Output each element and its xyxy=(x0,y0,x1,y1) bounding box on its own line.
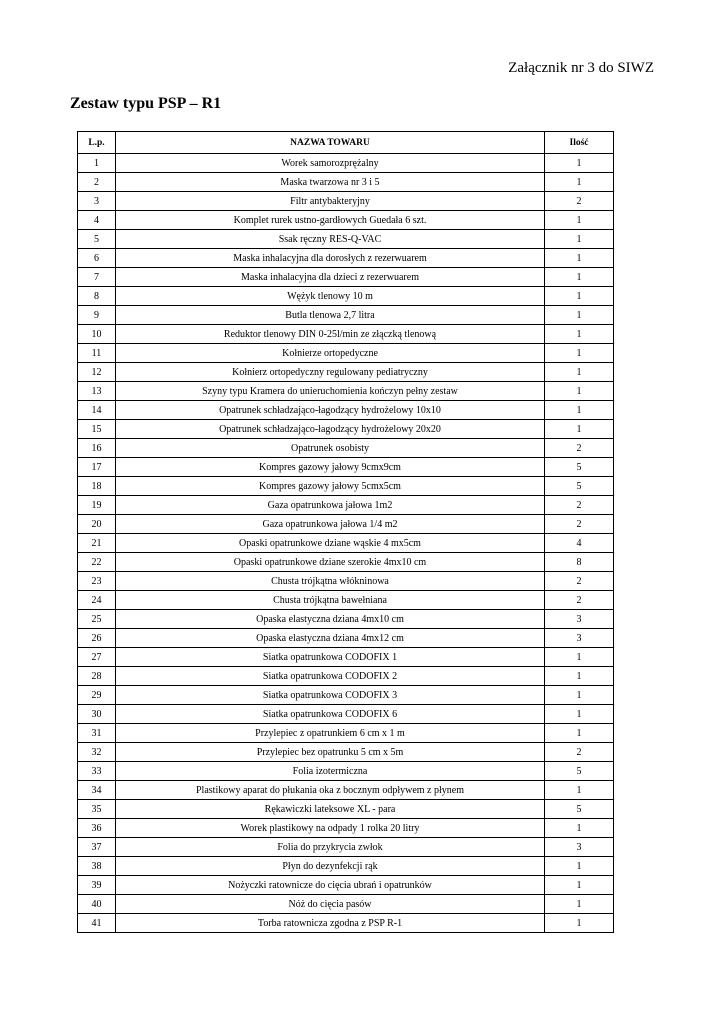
quantity-cell: 2 xyxy=(545,439,614,458)
row-number-cell: 12 xyxy=(78,363,116,382)
quantity-cell: 1 xyxy=(545,667,614,686)
table-row xyxy=(78,287,614,306)
quantity-cell: 1 xyxy=(545,249,614,268)
table-row xyxy=(78,211,614,230)
table-row xyxy=(78,420,614,439)
table-row xyxy=(78,173,614,192)
table-row xyxy=(78,268,614,287)
product-name-cell: Opaska elastyczna dziana 4mx12 cm xyxy=(116,629,545,648)
row-number-cell: 6 xyxy=(78,249,116,268)
table-row xyxy=(78,800,614,819)
product-name-cell: Opaski opatrunkowe dziane wąskie 4 mx5cm xyxy=(116,534,545,553)
product-name-cell: Siatka opatrunkowa CODOFIX 1 xyxy=(116,648,545,667)
table-row xyxy=(78,895,614,914)
quantity-cell: 1 xyxy=(545,895,614,914)
product-name-cell: Wężyk tlenowy 10 m xyxy=(116,287,545,306)
table-row xyxy=(78,325,614,344)
row-number-cell: 39 xyxy=(78,876,116,895)
product-name-cell: Gaza opatrunkowa jałowa 1m2 xyxy=(116,496,545,515)
column-header-quantity: Ilość xyxy=(545,132,614,154)
table-row xyxy=(78,515,614,534)
column-header-lp: L.p. xyxy=(78,132,116,154)
quantity-cell: 1 xyxy=(545,401,614,420)
row-number-cell: 14 xyxy=(78,401,116,420)
product-name-cell: Opatrunek osobisty xyxy=(116,439,545,458)
product-name-cell: Kołnierz ortopedyczny regulowany pediatryczny xyxy=(116,363,545,382)
product-name-cell: Nożyczki ratownicze do cięcia ubrań i opatrunków xyxy=(116,876,545,895)
product-name-cell: Opaski opatrunkowe dziane szerokie 4mx10 cm xyxy=(116,553,545,572)
row-number-cell: 7 xyxy=(78,268,116,287)
table-row xyxy=(78,743,614,762)
table-row xyxy=(78,477,614,496)
table-row xyxy=(78,344,614,363)
product-name-cell: Chusta trójkątna włókninowa xyxy=(116,572,545,591)
quantity-cell: 1 xyxy=(545,781,614,800)
product-name-cell: Butla tlenowa 2,7 litra xyxy=(116,306,545,325)
table-row xyxy=(78,534,614,553)
table-row xyxy=(78,192,614,211)
row-number-cell: 28 xyxy=(78,667,116,686)
row-number-cell: 31 xyxy=(78,724,116,743)
table-row xyxy=(78,306,614,325)
quantity-cell: 2 xyxy=(545,572,614,591)
table-row xyxy=(78,572,614,591)
row-number-cell: 37 xyxy=(78,838,116,857)
product-name-cell: Siatka opatrunkowa CODOFIX 2 xyxy=(116,667,545,686)
quantity-cell: 5 xyxy=(545,477,614,496)
table-row xyxy=(78,439,614,458)
row-number-cell: 9 xyxy=(78,306,116,325)
product-name-cell: Siatka opatrunkowa CODOFIX 6 xyxy=(116,705,545,724)
quantity-cell: 1 xyxy=(545,420,614,439)
table-row xyxy=(78,553,614,572)
quantity-cell: 5 xyxy=(545,800,614,819)
table-row xyxy=(78,230,614,249)
row-number-cell: 2 xyxy=(78,173,116,192)
product-name-cell: Komplet rurek ustno-gardłowych Guedała 6 szt. xyxy=(116,211,545,230)
product-name-cell: Ssak ręczny RES-Q-VAC xyxy=(116,230,545,249)
annex-label: Załącznik nr 3 do SIWZ xyxy=(508,60,654,76)
table-row xyxy=(78,876,614,895)
row-number-cell: 34 xyxy=(78,781,116,800)
product-name-cell: Opaska elastyczna dziana 4mx10 cm xyxy=(116,610,545,629)
table-row xyxy=(78,781,614,800)
table-row xyxy=(78,686,614,705)
table-row xyxy=(78,819,614,838)
table-row xyxy=(78,610,614,629)
table-row xyxy=(78,382,614,401)
product-name-cell: Folia izotermiczna xyxy=(116,762,545,781)
row-number-cell: 11 xyxy=(78,344,116,363)
quantity-cell: 2 xyxy=(545,591,614,610)
product-name-cell: Chusta trójkątna bawełniana xyxy=(116,591,545,610)
quantity-cell: 3 xyxy=(545,629,614,648)
row-number-cell: 29 xyxy=(78,686,116,705)
product-name-cell: Nóż do cięcia pasów xyxy=(116,895,545,914)
quantity-cell: 2 xyxy=(545,496,614,515)
row-number-cell: 41 xyxy=(78,914,116,933)
table-header xyxy=(78,132,614,154)
row-number-cell: 1 xyxy=(78,154,116,173)
items-table xyxy=(77,131,614,933)
table-row xyxy=(78,496,614,515)
product-name-cell: Maska inhalacyjna dla dzieci z rezerwuarem xyxy=(116,268,545,287)
product-name-cell: Plastikowy aparat do płukania oka z bocznym odpływem z płynem xyxy=(116,781,545,800)
product-name-cell: Przylepiec z opatrunkiem 6 cm x 1 m xyxy=(116,724,545,743)
row-number-cell: 23 xyxy=(78,572,116,591)
quantity-cell: 1 xyxy=(545,230,614,249)
row-number-cell: 5 xyxy=(78,230,116,249)
quantity-cell: 4 xyxy=(545,534,614,553)
quantity-cell: 1 xyxy=(545,344,614,363)
product-name-cell: Worek samorozprężalny xyxy=(116,154,545,173)
quantity-cell: 1 xyxy=(545,154,614,173)
quantity-cell: 1 xyxy=(545,705,614,724)
product-name-cell: Torba ratownicza zgodna z PSP R-1 xyxy=(116,914,545,933)
product-name-cell: Maska twarzowa nr 3 i 5 xyxy=(116,173,545,192)
row-number-cell: 13 xyxy=(78,382,116,401)
quantity-cell: 1 xyxy=(545,287,614,306)
table-row xyxy=(78,762,614,781)
table-row xyxy=(78,629,614,648)
document-title: Zestaw typu PSP – R1 xyxy=(70,95,222,112)
row-number-cell: 24 xyxy=(78,591,116,610)
row-number-cell: 32 xyxy=(78,743,116,762)
table-row xyxy=(78,363,614,382)
row-number-cell: 21 xyxy=(78,534,116,553)
table-row xyxy=(78,857,614,876)
row-number-cell: 19 xyxy=(78,496,116,515)
table-row xyxy=(78,914,614,933)
product-name-cell: Szyny typu Kramera do unieruchomienia kończyn pełny zestaw xyxy=(116,382,545,401)
row-number-cell: 20 xyxy=(78,515,116,534)
row-number-cell: 4 xyxy=(78,211,116,230)
table-row xyxy=(78,838,614,857)
quantity-cell: 1 xyxy=(545,819,614,838)
row-number-cell: 18 xyxy=(78,477,116,496)
row-number-cell: 8 xyxy=(78,287,116,306)
quantity-cell: 2 xyxy=(545,743,614,762)
quantity-cell: 1 xyxy=(545,306,614,325)
row-number-cell: 10 xyxy=(78,325,116,344)
product-name-cell: Maska inhalacyjna dla dorosłych z rezerwuarem xyxy=(116,249,545,268)
table-row xyxy=(78,648,614,667)
row-number-cell: 38 xyxy=(78,857,116,876)
row-number-cell: 27 xyxy=(78,648,116,667)
quantity-cell: 2 xyxy=(545,192,614,211)
quantity-cell: 1 xyxy=(545,325,614,344)
product-name-cell: Płyn do dezynfekcji rąk xyxy=(116,857,545,876)
row-number-cell: 40 xyxy=(78,895,116,914)
table-row xyxy=(78,667,614,686)
table-row xyxy=(78,705,614,724)
quantity-cell: 2 xyxy=(545,515,614,534)
quantity-cell: 1 xyxy=(545,686,614,705)
row-number-cell: 15 xyxy=(78,420,116,439)
product-name-cell: Filtr antybakteryjny xyxy=(116,192,545,211)
row-number-cell: 33 xyxy=(78,762,116,781)
product-name-cell: Opatrunek schładzająco-łagodzący hydrożelowy 10x10 xyxy=(116,401,545,420)
table-row xyxy=(78,458,614,477)
product-name-cell: Przylepiec bez opatrunku 5 cm x 5m xyxy=(116,743,545,762)
table-body xyxy=(78,154,614,933)
quantity-cell: 1 xyxy=(545,876,614,895)
product-name-cell: Siatka opatrunkowa CODOFIX 3 xyxy=(116,686,545,705)
quantity-cell: 1 xyxy=(545,857,614,876)
quantity-cell: 1 xyxy=(545,914,614,933)
table-row xyxy=(78,154,614,173)
table-row xyxy=(78,591,614,610)
product-name-cell: Opatrunek schładzająco-łagodzący hydrożelowy 20x20 xyxy=(116,420,545,439)
column-header-name: NAZWA TOWARU xyxy=(116,132,545,154)
row-number-cell: 25 xyxy=(78,610,116,629)
row-number-cell: 22 xyxy=(78,553,116,572)
product-name-cell: Gaza opatrunkowa jałowa 1/4 m2 xyxy=(116,515,545,534)
quantity-cell: 5 xyxy=(545,762,614,781)
quantity-cell: 8 xyxy=(545,553,614,572)
row-number-cell: 3 xyxy=(78,192,116,211)
quantity-cell: 1 xyxy=(545,363,614,382)
table-row xyxy=(78,724,614,743)
product-name-cell: Reduktor tlenowy DIN 0-25l/min ze złączką tlenową xyxy=(116,325,545,344)
product-name-cell: Kołnierze ortopedyczne xyxy=(116,344,545,363)
product-name-cell: Folia do przykrycia zwłok xyxy=(116,838,545,857)
table-row xyxy=(78,401,614,420)
row-number-cell: 17 xyxy=(78,458,116,477)
row-number-cell: 36 xyxy=(78,819,116,838)
row-number-cell: 26 xyxy=(78,629,116,648)
quantity-cell: 1 xyxy=(545,173,614,192)
product-name-cell: Kompres gazowy jałowy 5cmx5cm xyxy=(116,477,545,496)
quantity-cell: 1 xyxy=(545,382,614,401)
quantity-cell: 1 xyxy=(545,724,614,743)
row-number-cell: 16 xyxy=(78,439,116,458)
row-number-cell: 30 xyxy=(78,705,116,724)
table-row xyxy=(78,249,614,268)
header-row xyxy=(78,132,614,154)
product-name-cell: Kompres gazowy jałowy 9cmx9cm xyxy=(116,458,545,477)
quantity-cell: 1 xyxy=(545,268,614,287)
quantity-cell: 5 xyxy=(545,458,614,477)
row-number-cell: 35 xyxy=(78,800,116,819)
quantity-cell: 1 xyxy=(545,211,614,230)
product-name-cell: Rękawiczki lateksowe XL - para xyxy=(116,800,545,819)
quantity-cell: 3 xyxy=(545,610,614,629)
quantity-cell: 3 xyxy=(545,838,614,857)
product-name-cell: Worek plastikowy na odpady 1 rolka 20 litry xyxy=(116,819,545,838)
quantity-cell: 1 xyxy=(545,648,614,667)
